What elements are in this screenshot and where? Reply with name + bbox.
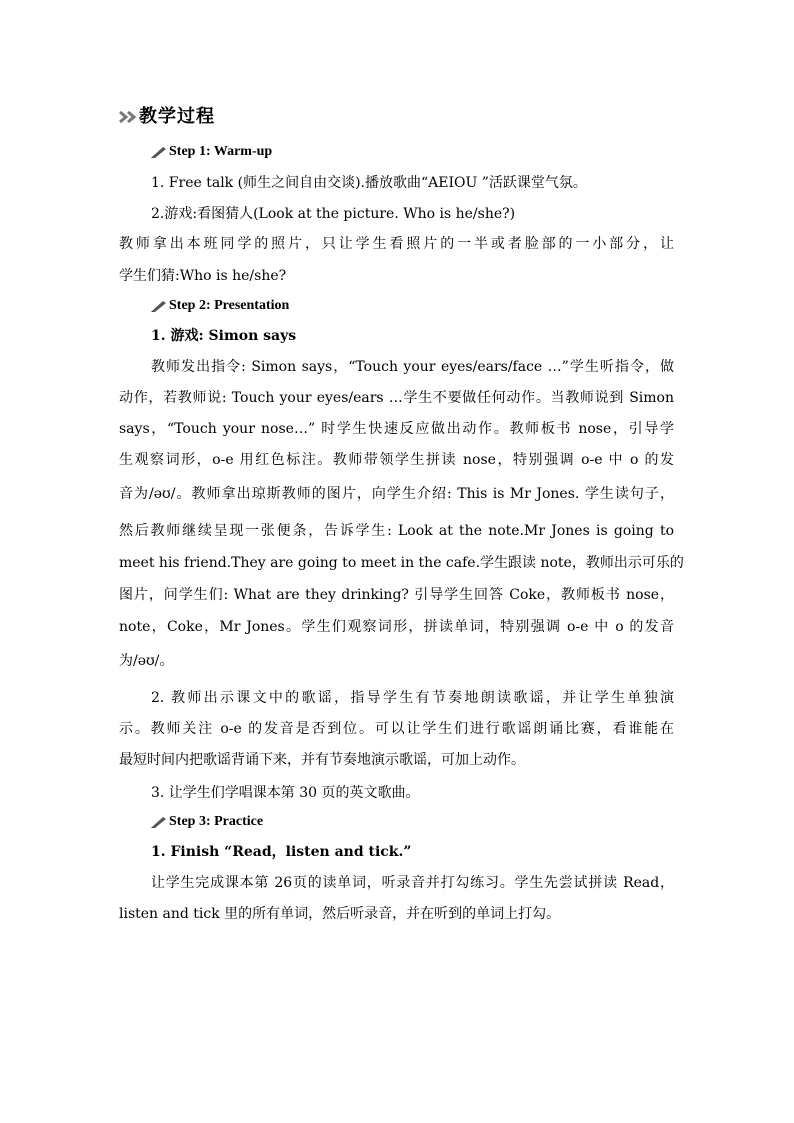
step1-para-line2: 学生们猜:Who is he/she? [119,268,287,284]
step1-item1: 1. Free talk (师生之间自由交谈).播放歌曲“AEIOU ”活跃课堂气氛。 [151,175,587,191]
double-chevron-icon [118,108,138,122]
step2-p1-line4: 生观察词形，o-e 用红色标注。教师带领学生拼读 nose，特别强调 o-e 中 o 的发 [119,452,674,468]
step2-heading [150,298,289,314]
step2-p1-line8: 图片，问学生们: What are they drinking? 引导学生回答 Coke，教师板书 nose， [119,587,674,603]
pen-icon [150,299,167,313]
step2-p2-line1: 2. 教师出示课文中的歌谣，指导学生有节奏地朗读歌谣，并让学生单独演 [151,690,674,706]
step2-p2-line2: 示。教师关注 o-e 的发音是否到位。可以让学生们进行歌谣朗诵比赛，看谁能在 [119,721,674,737]
step2-p2-line3: 最短时间内把歌谣背诵下来，并有节奏地演示歌谣，可加上动作。 [119,752,525,768]
step2-p1-line10: 为/əʊ/。 [119,653,174,669]
step2-sub1: 1. 游戏: Simon says [151,328,297,344]
step1-heading-text: Step 1: Warm-up [169,144,273,159]
section-title-text: 教学过程 [139,106,215,127]
step2-p3: 3. 让学生们学唱课本第 30 页的英文歌曲。 [151,785,420,801]
step2-p1-line2: 动作，若教师说: Touch your eyes/ears …学生不要做任何动作。当教师说到 Simon [119,390,674,406]
step2-p1-line5: 音为/əʊ/。教师拿出琼斯教师的图片，向学生介绍: This is Mr Jones. 学生读句子， [119,486,674,502]
step3-heading-text: Step 3: Practice [169,814,264,829]
step2-p1-line7: meet his friend.They are going to meet in the cafe.学生跟读 note，教师出示可乐的 [119,555,684,571]
step2-heading-text: Step 2: Presentation [169,298,290,313]
pen-icon [150,145,167,159]
step3-p-line2: listen and tick 里的所有单词，然后听录音，并在听到的单词上打勾。 [119,906,561,922]
step1-para-line1: 教师拿出本班同学的照片，只让学生看照片的一半或者脸部的一小部分，让 [119,236,674,252]
step1-item2: 2.游戏:看图猜人(Look at the picture. Who is he/she?) [151,206,516,222]
step3-p-line1: 让学生完成课本第 26页的读单词，听录音并打勾练习。学生先尝试拼读 Read， [151,875,674,891]
pen-icon [150,815,167,829]
step2-p1-line1: 教师发出指令: Simon says，“Touch your eyes/ears/face …”学生听指令，做 [151,359,674,375]
step3-sub1: 1. Finish “Read，listen and tick.” [151,844,412,860]
step2-p1-line9: note，Coke，Mr Jones。学生们观察词形，拼读单词，特别强调 o-e 中 o 的发音 [119,619,674,635]
section-title [118,102,215,128]
step2-p1-line3: says，“Touch your nose…” 时学生快速反应做出动作。教师板书 nose，引导学 [119,421,674,437]
step2-p1-line6: 然后教师继续呈现一张便条，告诉学生: Look at the note.Mr Jones is going to [119,523,674,539]
step1-heading [150,144,272,160]
step3-heading [150,814,263,830]
